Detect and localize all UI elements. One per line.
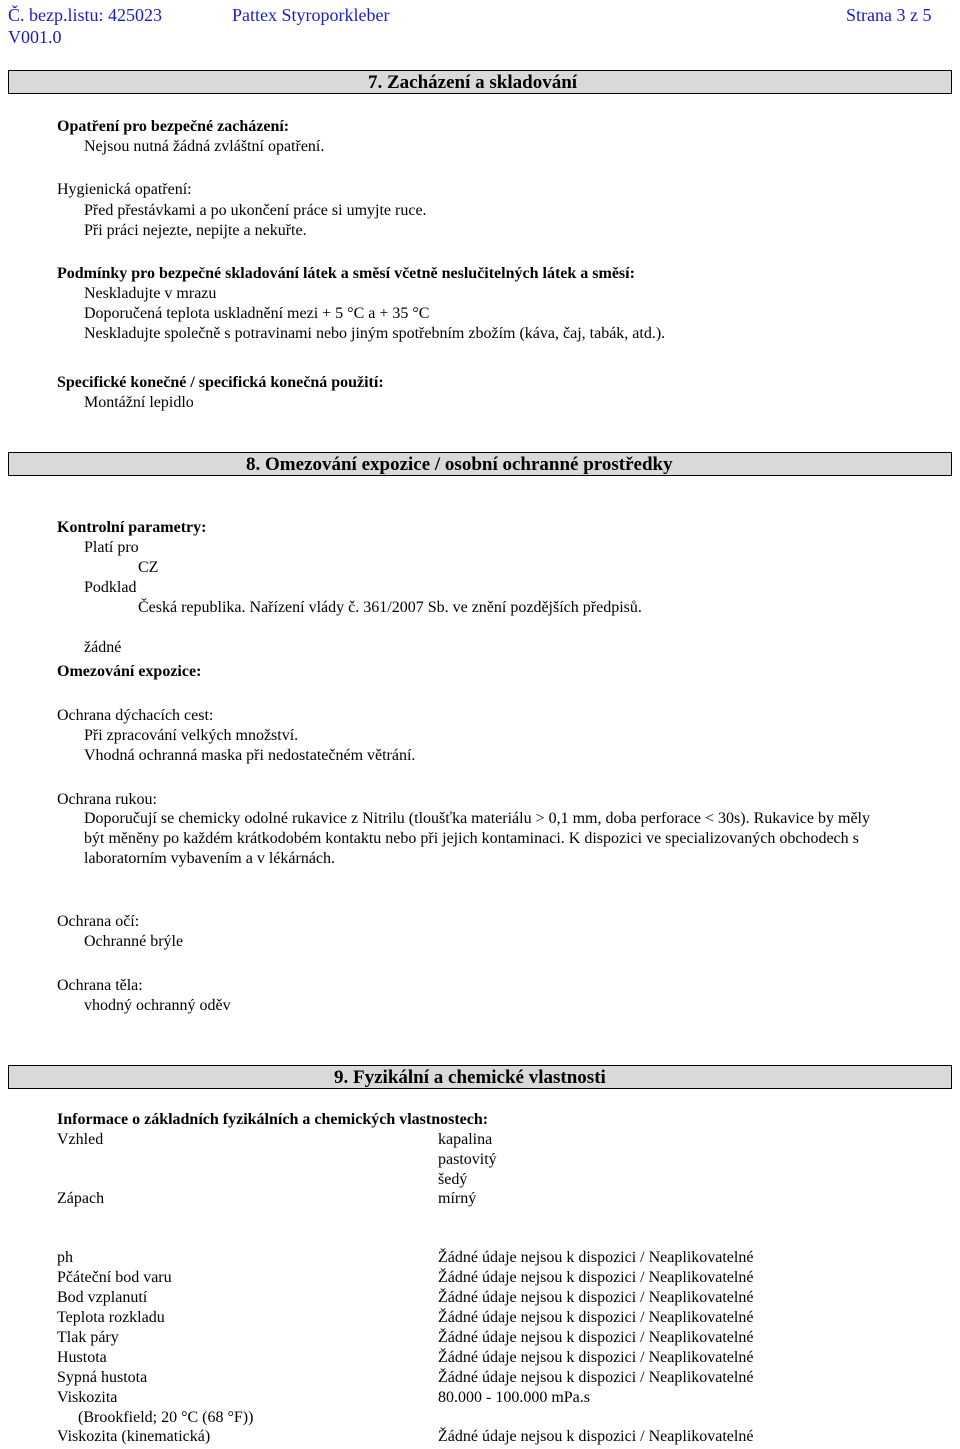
- basic-info-label: Informace o základních fyzikálních a chemických vlastnostech:: [57, 1111, 489, 1128]
- storage-line: Doporučená teplota uskladnění mezi + 5 °C a + 35 °C: [84, 305, 430, 322]
- kinematic-viscosity-label: Viskozita (kinematická): [57, 1428, 211, 1445]
- storage-line: Neskladujte společně s potravinami nebo jiným spotřebním zbožím (káva, čaj, tabák, atd.).: [84, 325, 666, 342]
- property-value: Žádné údaje nejsou k dispozici / Neaplikovatelné: [438, 1329, 754, 1346]
- respiratory-label: Ochrana dýchacích cest:: [57, 707, 214, 724]
- hygiene-label: Hygienická opatření:: [57, 181, 192, 198]
- property-name: Bod vzplanutí: [57, 1289, 148, 1306]
- storage-line: Neskladujte v mrazu: [84, 285, 217, 302]
- property-value: Žádné údaje nejsou k dispozici / Neaplikovatelné: [438, 1269, 754, 1286]
- hand-protection-line: Doporučují se chemicky odolné rukavice z Nitrilu (tloušťka materiálu > 0,1 mm, doba perforace < 30s). Rukavice by měly: [84, 810, 870, 827]
- property-name: ph: [57, 1249, 73, 1266]
- property-name: Teplota rozkladu: [57, 1309, 165, 1326]
- appearance-label: Vzhled: [57, 1131, 104, 1148]
- safe-handling-text: Nejsou nutná žádná zvláštní opatření.: [84, 138, 325, 155]
- exposure-label: Omezování expozice:: [57, 663, 202, 680]
- hand-protection-line: být měněny po každém krátkodobém kontaktu nebo při jejich kontaminaci. K dispozici ve specializovaných obchodech s: [84, 830, 859, 847]
- property-value: Žádné údaje nejsou k dispozici / Neaplikovatelné: [438, 1369, 754, 1386]
- respiratory-line: Vhodná ochranná maska při nedostatečném větrání.: [84, 747, 416, 764]
- section-9-title: 9. Fyzikální a chemické vlastnosti: [334, 1067, 606, 1088]
- odor-value: mírný: [438, 1190, 477, 1207]
- none-text: žádné: [84, 639, 122, 656]
- property-value: Žádné údaje nejsou k dispozici / Neaplikovatelné: [438, 1249, 754, 1266]
- version: V001.0: [8, 27, 62, 47]
- section-7-bar: [8, 70, 952, 94]
- body-protection-text: vhodný ochranný oděv: [84, 997, 231, 1014]
- end-use-label: Specifické konečné / specifická konečná použití:: [57, 374, 384, 391]
- property-value: Žádné údaje nejsou k dispozici / Neaplikovatelné: [438, 1289, 754, 1306]
- body-protection-label: Ochrana těla:: [57, 977, 143, 994]
- viscosity-method: (Brookfield; 20 °C (68 °F)): [78, 1409, 254, 1426]
- eye-protection-text: Ochranné brýle: [84, 933, 184, 950]
- storage-label: Podmínky pro bezpečné skladování látek a směsí včetně neslučitelných látek a směsí:: [57, 265, 635, 282]
- property-name: Pčáteční bod varu: [57, 1269, 172, 1286]
- property-name: Hustota: [57, 1349, 107, 1366]
- safe-handling-label: Opatření pro bezpečné zacházení:: [57, 118, 290, 135]
- appearance-value: pastovitý: [438, 1151, 497, 1168]
- hand-protection-label: Ochrana rukou:: [57, 791, 157, 808]
- section-9-bar: [8, 1065, 952, 1089]
- section-8-title: 8. Omezování expozice / osobní ochranné prostředky: [246, 454, 673, 475]
- section-7-title: 7. Zacházení a skladování: [368, 72, 578, 93]
- odor-label: Zápach: [57, 1190, 105, 1207]
- product-name: Pattex Styroporkleber: [232, 5, 390, 25]
- doc-number: Č. bezp.listu: 425023: [8, 5, 162, 25]
- hand-protection-line: laboratorním vybavením a v lékárnách.: [84, 850, 336, 867]
- property-name: Viskozita: [57, 1389, 118, 1406]
- basis-value: Česká republika. Nařízení vlády č. 361/2007 Sb. ve znění pozdějších předpisů.: [138, 599, 642, 616]
- appearance-value: kapalina: [438, 1131, 493, 1148]
- kinematic-viscosity-value: Žádné údaje nejsou k dispozici / Neaplikovatelné: [438, 1428, 754, 1445]
- hygiene-line: Při práci nejezte, nepijte a nekuřte.: [84, 222, 307, 239]
- appearance-value: šedý: [438, 1171, 468, 1188]
- valid-for-label: Platí pro: [84, 539, 139, 556]
- property-name: Tlak páry: [57, 1329, 119, 1346]
- control-parameters-label: Kontrolní parametry:: [57, 519, 207, 536]
- basis-label: Podklad: [84, 579, 137, 596]
- respiratory-line: Při zpracování velkých množství.: [84, 727, 299, 744]
- property-value: Žádné údaje nejsou k dispozici / Neaplikovatelné: [438, 1349, 754, 1366]
- section-8-bar: [8, 452, 952, 476]
- hygiene-line: Před přestávkami a po ukončení práce si umyjte ruce.: [84, 202, 427, 219]
- valid-for-value: CZ: [138, 559, 159, 576]
- page-number: Strana 3 z 5: [846, 5, 932, 25]
- property-value: 80.000 - 100.000 mPa.s: [438, 1389, 590, 1406]
- property-value: Žádné údaje nejsou k dispozici / Neaplikovatelné: [438, 1309, 754, 1326]
- property-name: Sypná hustota: [57, 1369, 148, 1386]
- eye-protection-label: Ochrana očí:: [57, 913, 140, 930]
- end-use-text: Montážní lepidlo: [84, 394, 194, 411]
